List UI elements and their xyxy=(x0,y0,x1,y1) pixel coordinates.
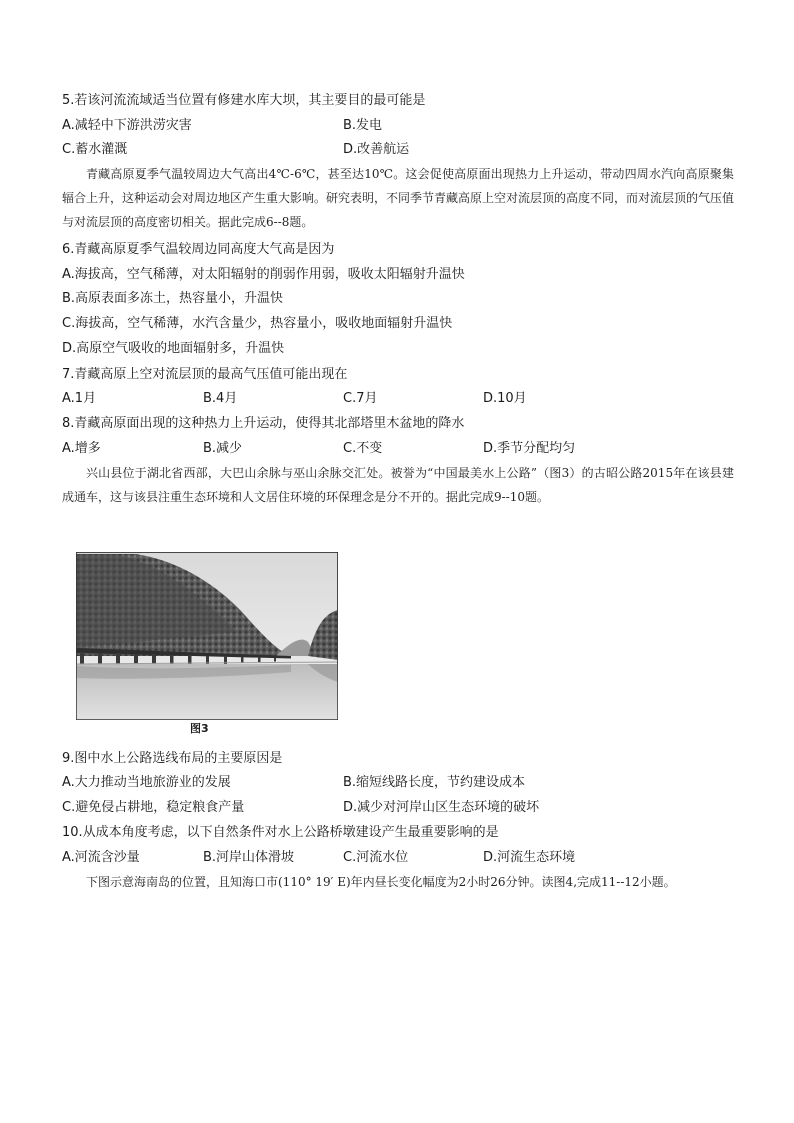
question-10-option-b: B.河岸山体滑坡 xyxy=(203,850,295,865)
question-5-option-d: D.改善航运 xyxy=(343,142,410,157)
question-9-option-a: A.大力推动当地旅游业的发展 xyxy=(62,775,231,790)
question-10-option-c: C.河流水位 xyxy=(343,850,409,865)
question-8-option-a: A.增多 xyxy=(62,441,101,456)
question-7-option-b: B.4月 xyxy=(203,391,238,406)
question-10-option-d: D.河流生态环境 xyxy=(483,850,576,865)
question-10-stem: 10.从成本角度考虑，以下自然条件对水上公路桥墩建设产生最重要影响的是 xyxy=(62,825,499,840)
question-7-option-a: A.1月 xyxy=(62,391,97,406)
water-road-photo-illustration xyxy=(76,552,338,720)
question-9-stem: 9.图中水上公路选线布局的主要原因是 xyxy=(62,751,283,766)
question-8-option-d: D.季节分配均匀 xyxy=(483,441,576,456)
passage-qinghai-tibet: 青藏高原夏季气温较周边大气高出4℃-6℃，甚至达10℃。这会促使高原面出现热力上升运动，带动四周水汽向高原聚集辐合上升，这种运动会对周边地区产生重大影响。研究表明，不同季节青藏高原上空对流层顶的高度不同，而对流层顶的气压值与对流层顶的高度密切相关。据此完成6--8题。 xyxy=(62,167,735,229)
question-9-option-b: B.缩短线路长度，节约建设成本 xyxy=(343,775,526,790)
passage-hainan: 下图示意海南岛的位置，且知海口市(110° 19′ E)年内昼长变化幅度为2小时26分钟。读图4,完成11--12小题。 xyxy=(86,875,676,889)
question-5-stem: 5.若该河流流域适当位置有修建水库大坝，其主要目的最可能是 xyxy=(62,93,426,108)
question-6-option-a: A.海拔高，空气稀薄，对太阳辐射的削弱作用弱，吸收太阳辐射升温快 xyxy=(62,267,465,282)
question-9-option-d: D.减少对河岸山区生态环境的破坏 xyxy=(343,800,540,815)
question-8-option-c: C.不变 xyxy=(343,441,383,456)
question-7-option-d: D.10月 xyxy=(483,391,527,406)
question-6-option-c: C.海拔高，空气稀薄，水汽含量少，热容量小，吸收地面辐射升温快 xyxy=(62,316,453,331)
question-6-stem: 6.青藏高原夏季气温较周边同高度大气高是因为 xyxy=(62,242,335,257)
figure-3-caption: 图3 xyxy=(190,722,209,735)
question-9-option-c: C.避免侵占耕地，稳定粮食产量 xyxy=(62,800,245,815)
passage-xingshan: 兴山县位于湖北省西部，大巴山余脉与巫山余脉交汇处。被誉为“中国最美水上公路”（图3）的古昭公路2015年在该县建成通车，这与该县注重生态环境和人文居住环境的环保理念是分不开的。据此完成9--10题。 xyxy=(62,466,734,504)
question-7-option-c: C.7月 xyxy=(343,391,378,406)
question-6-option-b: B.高原表面多冻土，热容量小，升温快 xyxy=(62,291,284,306)
question-5-option-b: B.发电 xyxy=(343,118,383,133)
figure-3-photo xyxy=(76,552,338,720)
question-6-option-d: D.高原空气吸收的地面辐射多，升温快 xyxy=(62,341,285,356)
question-8-option-b: B.减少 xyxy=(203,441,243,456)
question-10-option-a: A.河流含沙量 xyxy=(62,850,140,865)
question-8-stem: 8.青藏高原面出现的这种热力上升运动，使得其北部塔里木盆地的降水 xyxy=(62,416,465,431)
question-5-option-a: A.减轻中下游洪涝灾害 xyxy=(62,118,192,133)
question-5-option-c: C.蓄水灌溉 xyxy=(62,142,128,157)
question-7-stem: 7.青藏高原上空对流层顶的最高气压值可能出现在 xyxy=(62,367,348,382)
